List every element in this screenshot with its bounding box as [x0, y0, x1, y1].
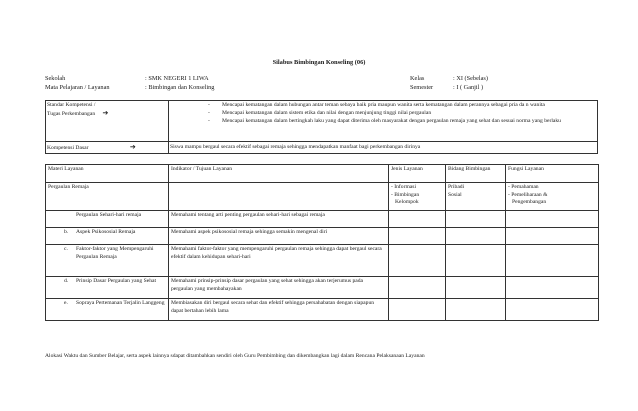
table-row [46, 211, 599, 228]
row-number: d. [64, 278, 69, 284]
indikator-cell: Memahami prinsip-prinsip dasar pergaulan yang sehat sehingga akan terjerumus pada pergaulan yang membahayakan [169, 277, 389, 299]
materi-text: Prinsip Dasar Pergaulan yang Sehat [76, 278, 157, 284]
competency-item: - Mencapai kematangan dalam hubungan antar teman sebaya baik pria maupun wanita serta kematangan dalam perannya sebagai pria da n wanita [208, 102, 596, 110]
subject-value: : Bimbingan dan Konseling [145, 84, 215, 91]
empty-cell [389, 211, 446, 228]
bidang-item: Pribadi [448, 184, 465, 190]
school-value: : SMK NEGERI 1 LIWA [145, 75, 209, 82]
competency-label-text: Tugas Perkembangan [47, 110, 96, 117]
empty-cell [506, 299, 599, 321]
bidang-item: Sosial [448, 191, 462, 198]
materi-cell [46, 245, 169, 277]
empty-cell [446, 299, 506, 321]
competency-item: - Mencapai kematangan dalam bertingkah laku yang dapat diterima oleh masyarakat dengan pergaulan remaja yang sehat dan sesuai norma yang berlaku [208, 118, 596, 126]
row-number: c. [64, 246, 68, 252]
fungsi-cell [506, 183, 599, 211]
empty-cell [446, 277, 506, 299]
competency-label-line1: Standar Kompetensi / [47, 102, 96, 108]
materi-cell [46, 277, 169, 299]
table-row [46, 183, 599, 211]
empty-cell [506, 211, 599, 228]
arrow-right-icon: ➔ [102, 108, 109, 117]
table-row [46, 299, 599, 321]
class-label: Kelas [410, 75, 425, 82]
bidang-cell [446, 183, 506, 211]
header-fungsi: Fungsi Layanan [506, 165, 599, 183]
header-jenis: Jenis Layanan [389, 165, 446, 183]
empty-cell [389, 299, 446, 321]
empty-cell [506, 277, 599, 299]
semester-value: : I ( Ganjil ) [453, 84, 484, 91]
jenis-cell [389, 183, 446, 211]
basic-competency-text: Siswa mampu bergaul secara efektif sebagai remaja sehingga mendapatkan manfaat bagi perkembangan dirinya [170, 144, 421, 150]
indikator-cell: Membiasakan diri bergaul secara sehat dan efektif sehingga persahabatan dengan siapapun dapat bertahan lebih lama [169, 299, 389, 321]
indikator-main [169, 183, 389, 211]
indikator-cell: Memahami aspek psikososial remaja sehingga semakin mengenal diri [169, 228, 389, 245]
empty-cell [389, 228, 446, 245]
materi-main: Pergaulan Remaja [46, 183, 169, 211]
competency-list [208, 102, 596, 125]
materi-text: Aspek Psikososial Remaja [76, 229, 136, 235]
school-label: Sekolah [45, 75, 66, 82]
fungsi-item: - Pemeliharaan & [508, 191, 548, 198]
competency-item: - Mencapai kematangan dalam sistem etika dan nilai dengan menjunjung tinggi nilai pergaulan [208, 110, 596, 118]
materi-cell [46, 299, 169, 321]
materi-text: Faktor-faktor yang Mempengaruhi Pergaulan Remaja [76, 246, 154, 260]
arrow-right-icon: ➔ [129, 143, 136, 151]
header-materi: Materi Layanan [46, 165, 169, 183]
materi-text: Sopraya Pertemanan Terjalin Langgeng [76, 300, 165, 306]
table-row [46, 245, 599, 277]
footer-note: Alokasi Waktu dan Sumber Belajar, serta aspek lainnya sdapat ditambahkan sendiri oleh Guru Pembimbing dan dikembangkan lagi dalam Rencana Pelaksanaan Layanan [45, 353, 425, 359]
empty-cell [389, 245, 446, 277]
class-value: : XI (Sebelas) [453, 75, 488, 82]
table-header-row [46, 165, 599, 183]
empty-cell [446, 245, 506, 277]
document-title: Silabus Bimbingan Konseling (06) [272, 59, 366, 66]
fungsi-item: - Pemahaman [508, 184, 539, 190]
subject-label: Mata Pelajaran / Layanan [45, 84, 110, 91]
header-bidang: Bidang Bimbingan [446, 165, 506, 183]
header-indikator: Indikator / Tujuan Layanan [169, 165, 389, 183]
syllabus-table [45, 164, 599, 321]
competency-label [47, 102, 108, 118]
empty-cell [389, 277, 446, 299]
row-number: e. [64, 300, 68, 306]
indikator-cell: Memahami tentang arti penting pergaulan sehari-hari sebagai remaja [169, 211, 389, 228]
jenis-item: Kelompok [395, 199, 419, 205]
fungsi-item: Pengembangan [512, 199, 547, 205]
materi-text: Pergaulan Sehari-hari remaja [76, 212, 142, 218]
semester-label: Semester [410, 84, 434, 91]
materi-cell [46, 228, 169, 245]
empty-cell [506, 245, 599, 277]
empty-cell [446, 228, 506, 245]
basic-competency-label-text: Kompetensi Dasar [47, 145, 89, 151]
table-row [46, 277, 599, 299]
empty-cell [446, 211, 506, 228]
competency-label-line2 [47, 110, 108, 119]
indikator-cell: Memahami faktor-faktor yang mempengaruhi pergaulan remaja sehingga dapat bergaul secara efektif dalam kehidupan sehari-hari [169, 245, 389, 277]
row-number: b. [64, 229, 69, 235]
jenis-item: - Bimbingan [391, 191, 420, 198]
materi-cell [46, 211, 169, 228]
table-row [46, 228, 599, 245]
empty-cell [506, 228, 599, 245]
basic-competency-label [47, 144, 136, 153]
jenis-item: - Informasi [391, 184, 417, 190]
